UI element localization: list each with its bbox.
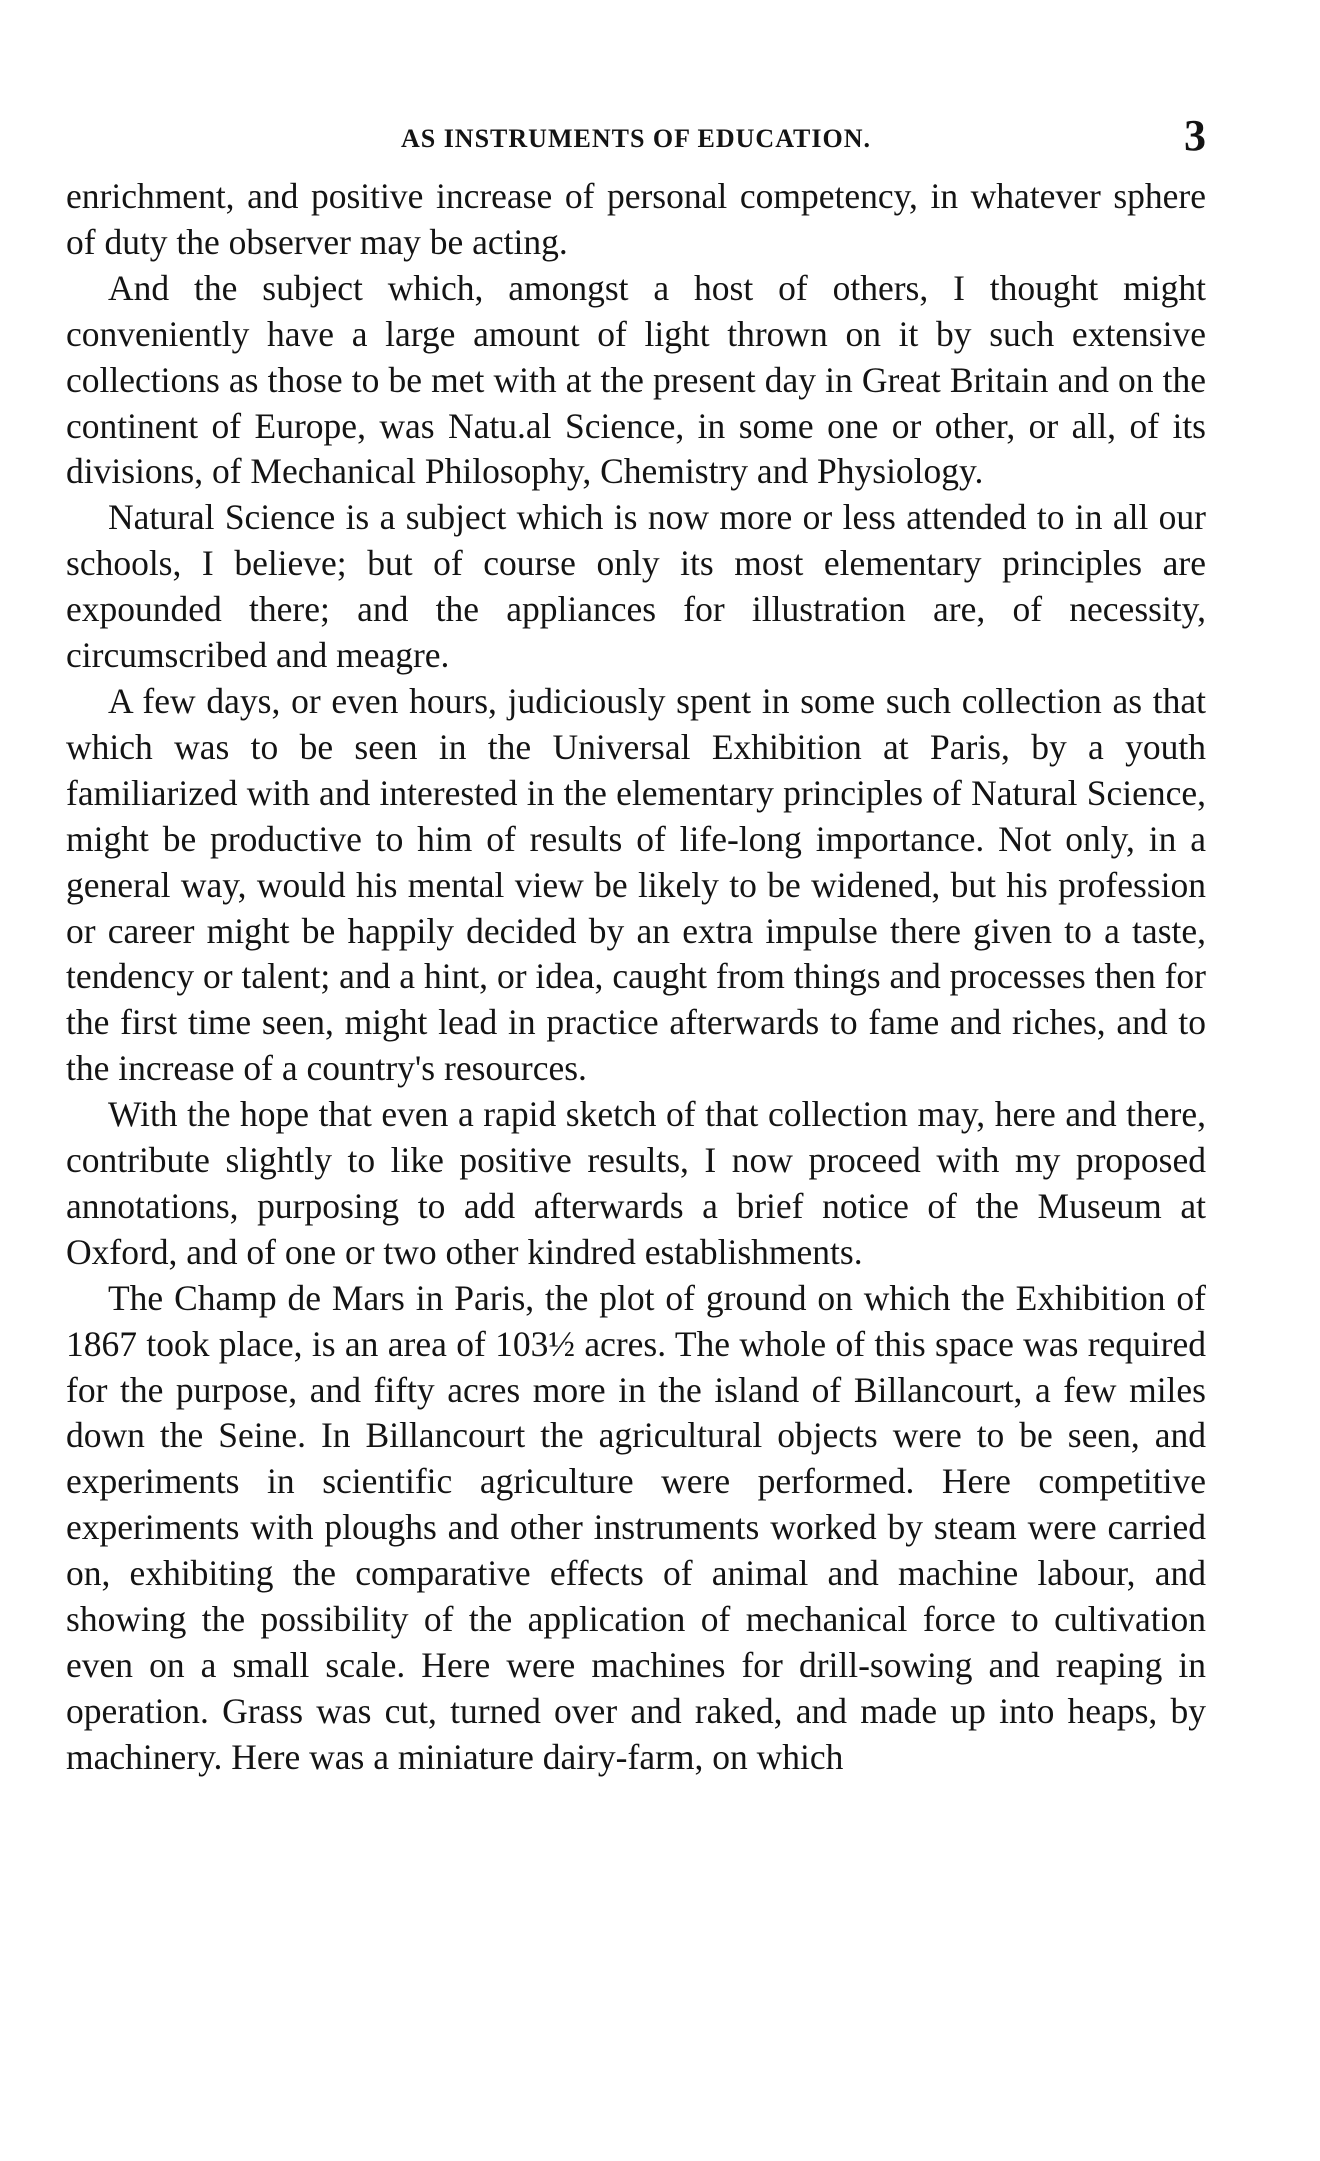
paragraph: Natural Science is a subject which is now more or less attended to in all our schools, I believe; but of course only its most elementary principles are expounded there; and the appliances for illustration are, of necessity, circumscribed and meagre.: [66, 497, 1206, 676]
paragraph: With the hope that even a rapid sketch of that collection may, here and there, contribute slightly to like positive results, I now proceed with my proposed annotations, purposing to add afterwards a brief notice of the Museum at Oxford, and of one or two other kindred establishments.: [66, 1094, 1206, 1272]
running-head: [66, 110, 1206, 174]
paragraph: A few days, or even hours, judiciously spent in some such collection as that which was to be seen in the Universal Exhibition at Paris, by a youth familiarized with and interested in the elementary principles of Natural Science, might be productive to him of results of life-long importance. Not only, in a general way, would his mental view be likely to be widened, but his profession or career might be happily decided by an extra impulse there given to a taste, tendency or talent; and a hint, or idea, caught from things and processes then for the first time seen, might lead in practice afterwards to fame and riches, and to the increase of a country's resources.: [66, 680, 1206, 1089]
book-page: [66, 110, 1206, 1781]
running-title: AS INSTRUMENTS OF EDUCATION.: [400, 124, 872, 153]
page-number: 3: [1184, 111, 1206, 160]
paragraph: And the subject which, amongst a host of others, I thought might conveniently have a large amount of light thrown on it by such extensive collections as those to be met with at the present day in Great Britain and on the continent of Europe, was Natu.al Science, in some one or other, or all, of its divisions, of Mechanical Philosophy, Chemistry and Physiology.: [66, 267, 1206, 492]
body-text: [66, 174, 1206, 1781]
paragraph-continuation: enrichment, and positive increase of personal competency, in whatever sphere of duty the observer may be acting.: [66, 176, 1206, 262]
paragraph: The Champ de Mars in Paris, the plot of ground on which the Exhibition of 1867 took place, is an area of 103½ acres. The whole of this space was required for the purpose, and fifty acres more in the island of Billancourt, a few miles down the Seine. In Billancourt the agricultural objects were to be seen, and experiments in scientific agriculture were performed. Here competitive experiments with ploughs and other instruments worked by steam were carried on, exhibiting the comparative effects of animal and machine labour, and showing the possibility of the application of mechanical force to cultivation even on a small scale. Here were machines for drill-sowing and reaping in operation. Grass was cut, turned over and raked, and made up into heaps, by machinery. Here was a miniature dairy-farm, on which: [66, 1277, 1206, 1777]
